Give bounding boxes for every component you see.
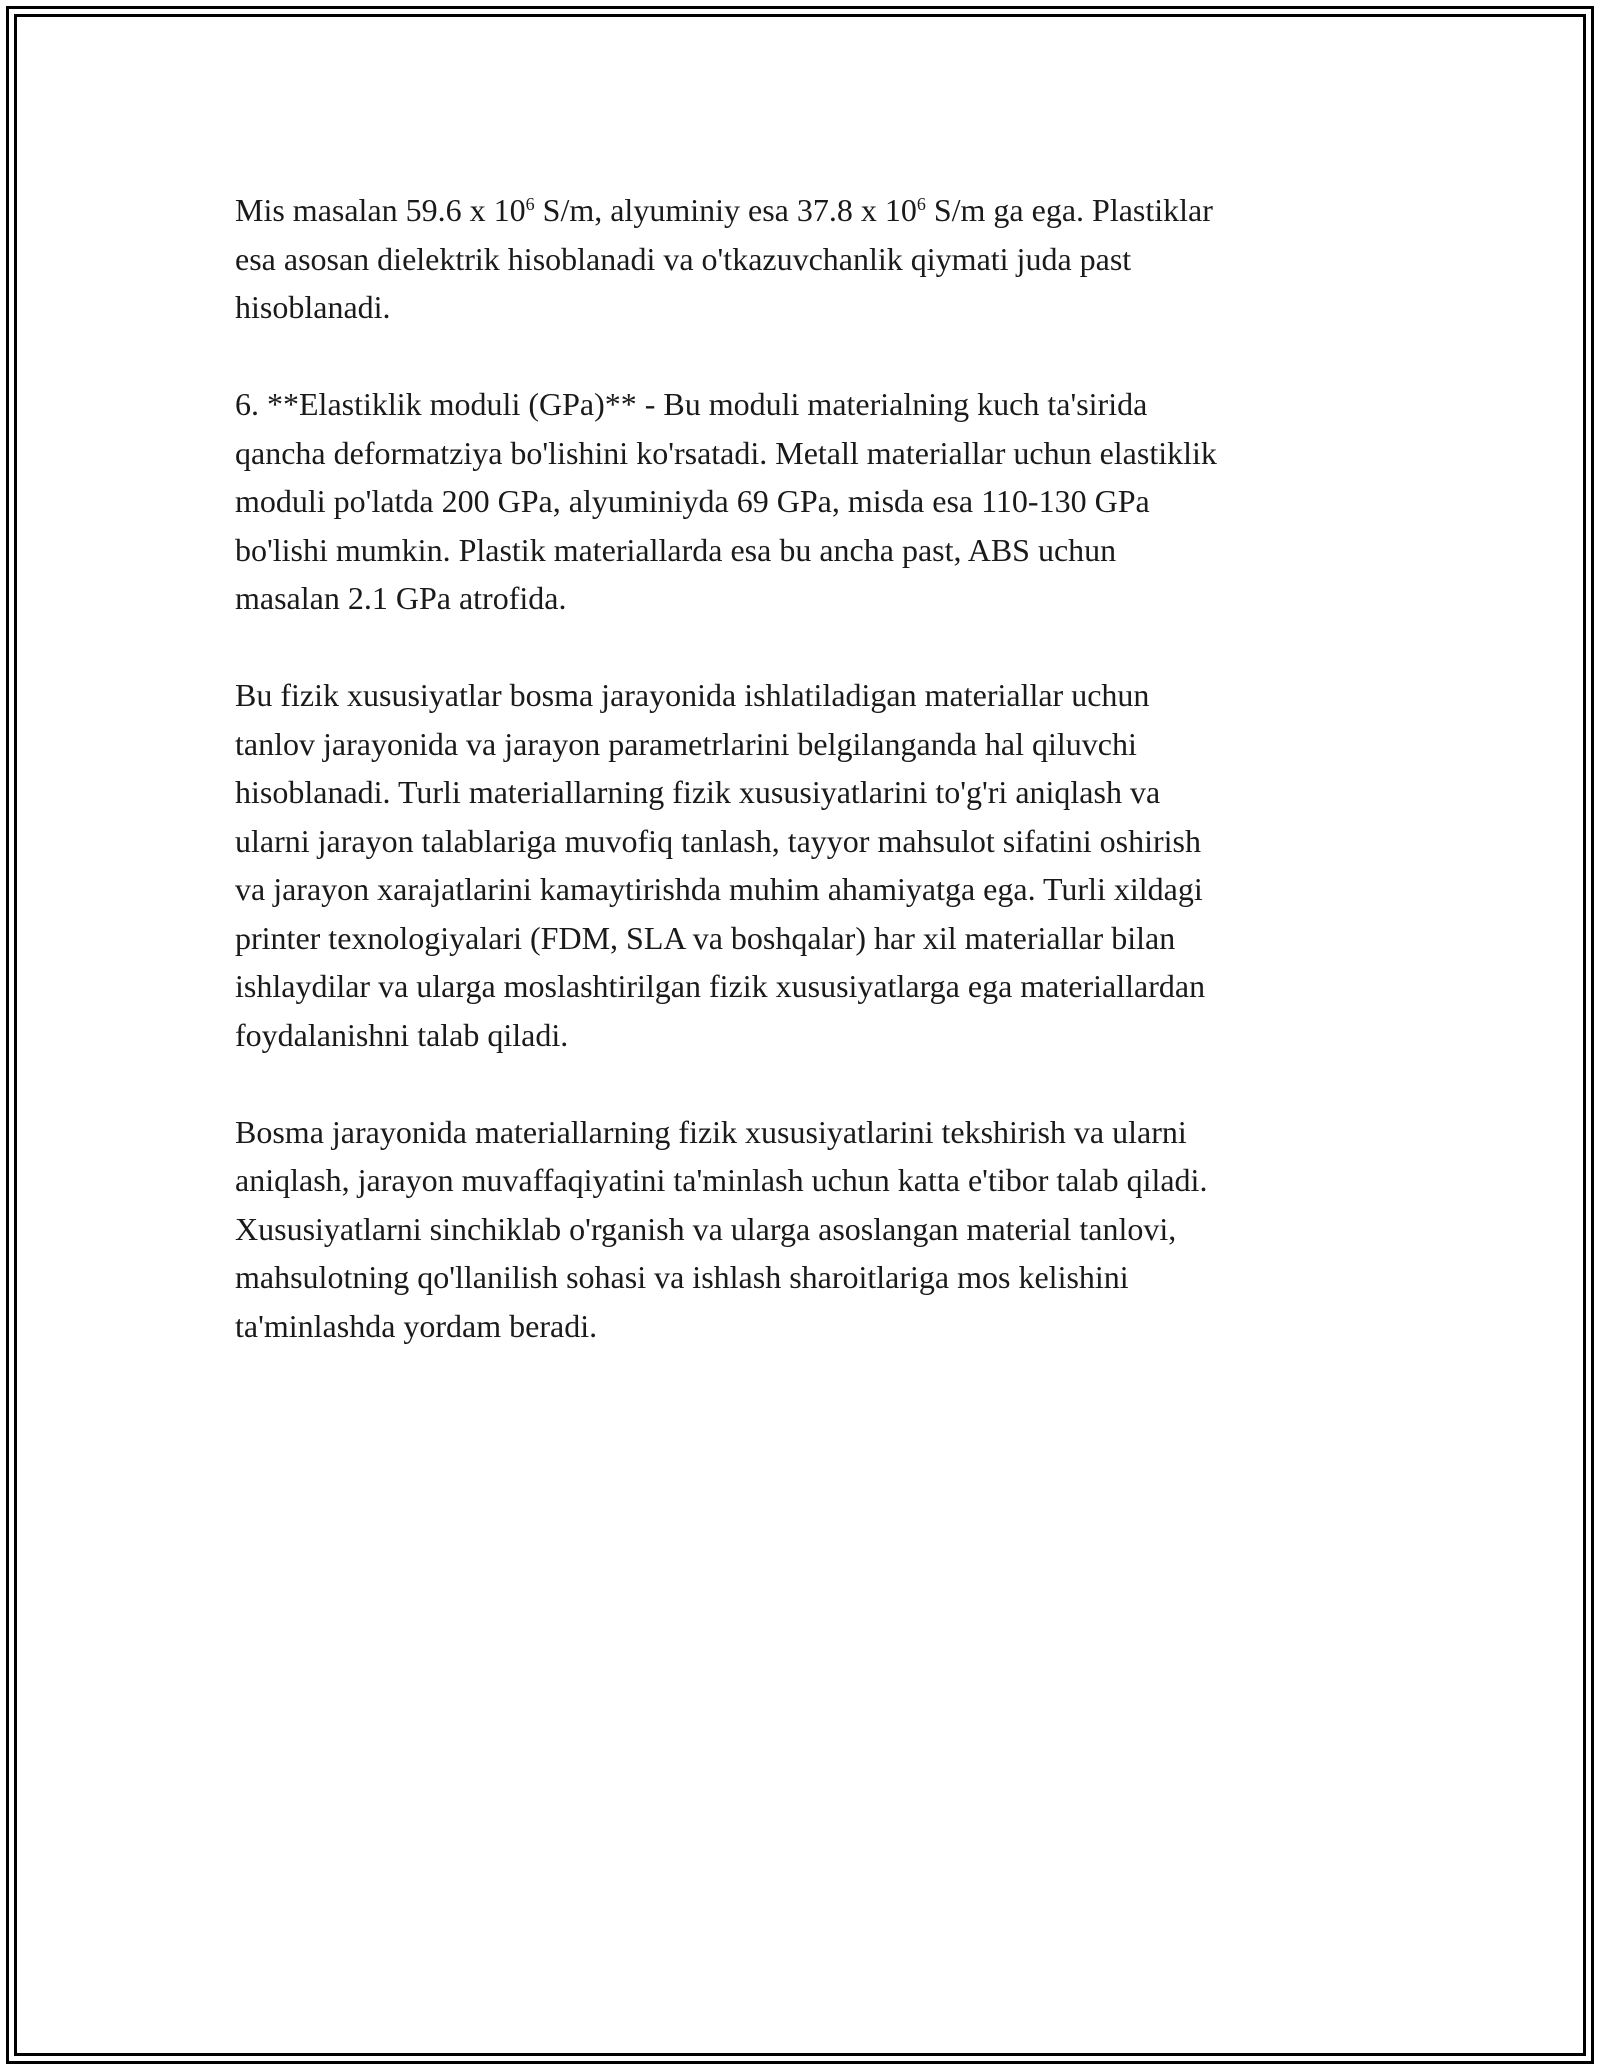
document-body [235,186,1385,1399]
superscript-exponent: 6 [916,194,926,214]
paragraph-physical-properties: Bu fizik xususiyatlar bosma jarayonida ishlatiladigan materiallar uchun tanlov jarayonida va jarayon parametrlarini belgilanganda hal qiluvchi hisoblanadi. Turli materiallarning fizik xususiyatlarini to'g'ri aniqlash va ularni jarayon talablariga muvofiq tanlash, tayyor mahsulot sifatini oshirish va jarayon xarajatlarini kamaytirishda muhim ahamiyatga ega. Turli xildagi printer texnologiyalari (FDM, SLA va boshqalar) har xil materiallar bilan ishlaydilar va ularga moslashtirilgan fizik xususiyatlarga ega materiallardan foydalanishni talab qiladi. [235,677,1206,1053]
text-segment: Mis masalan 59.6 x 10 [235,192,526,228]
text-segment: esa asosan dielektrik hisoblanadi va o'tkazuvchanlik qiymati juda past hisoblanadi. [235,240,1132,325]
paragraph-conductivity [235,186,1385,332]
superscript-exponent: 6 [525,194,535,214]
text-segment: S/m ga ega. Plastiklar [925,192,1213,228]
paragraph-elastic-modulus: 6. **Elastiklik moduli (GPa)** - Bu moduli materialning kuch ta'sirida qancha deformatziya bo'lishini ko'rsatadi. Metall materiallar uchun elastiklik moduli po'latda 200 GPa, alyuminiyda 69 GPa, misda esa 110-130 GPa bo'lishi mumkin. Plastik materiallarda esa bu ancha past, ABS uchun masalan 2.1 GPa atrofida. [235,386,1217,616]
text-segment: S/m, alyuminiy esa 37.8 x 10 [534,192,917,228]
paragraph-conclusion: Bosma jarayonida materiallarning fizik xususiyatlarini tekshirish va ularni aniqlash, jarayon muvaffaqiyatini ta'minlash uchun katta e'tibor talab qiladi. Xususiyatlarni sinchiklab o'rganish va ularga asoslangan material tanlovi, mahsulotning qo'llanilish sohasi va ishlash sharoitlariga mos kelishini ta'minlashda yordam beradi. [235,1113,1208,1344]
